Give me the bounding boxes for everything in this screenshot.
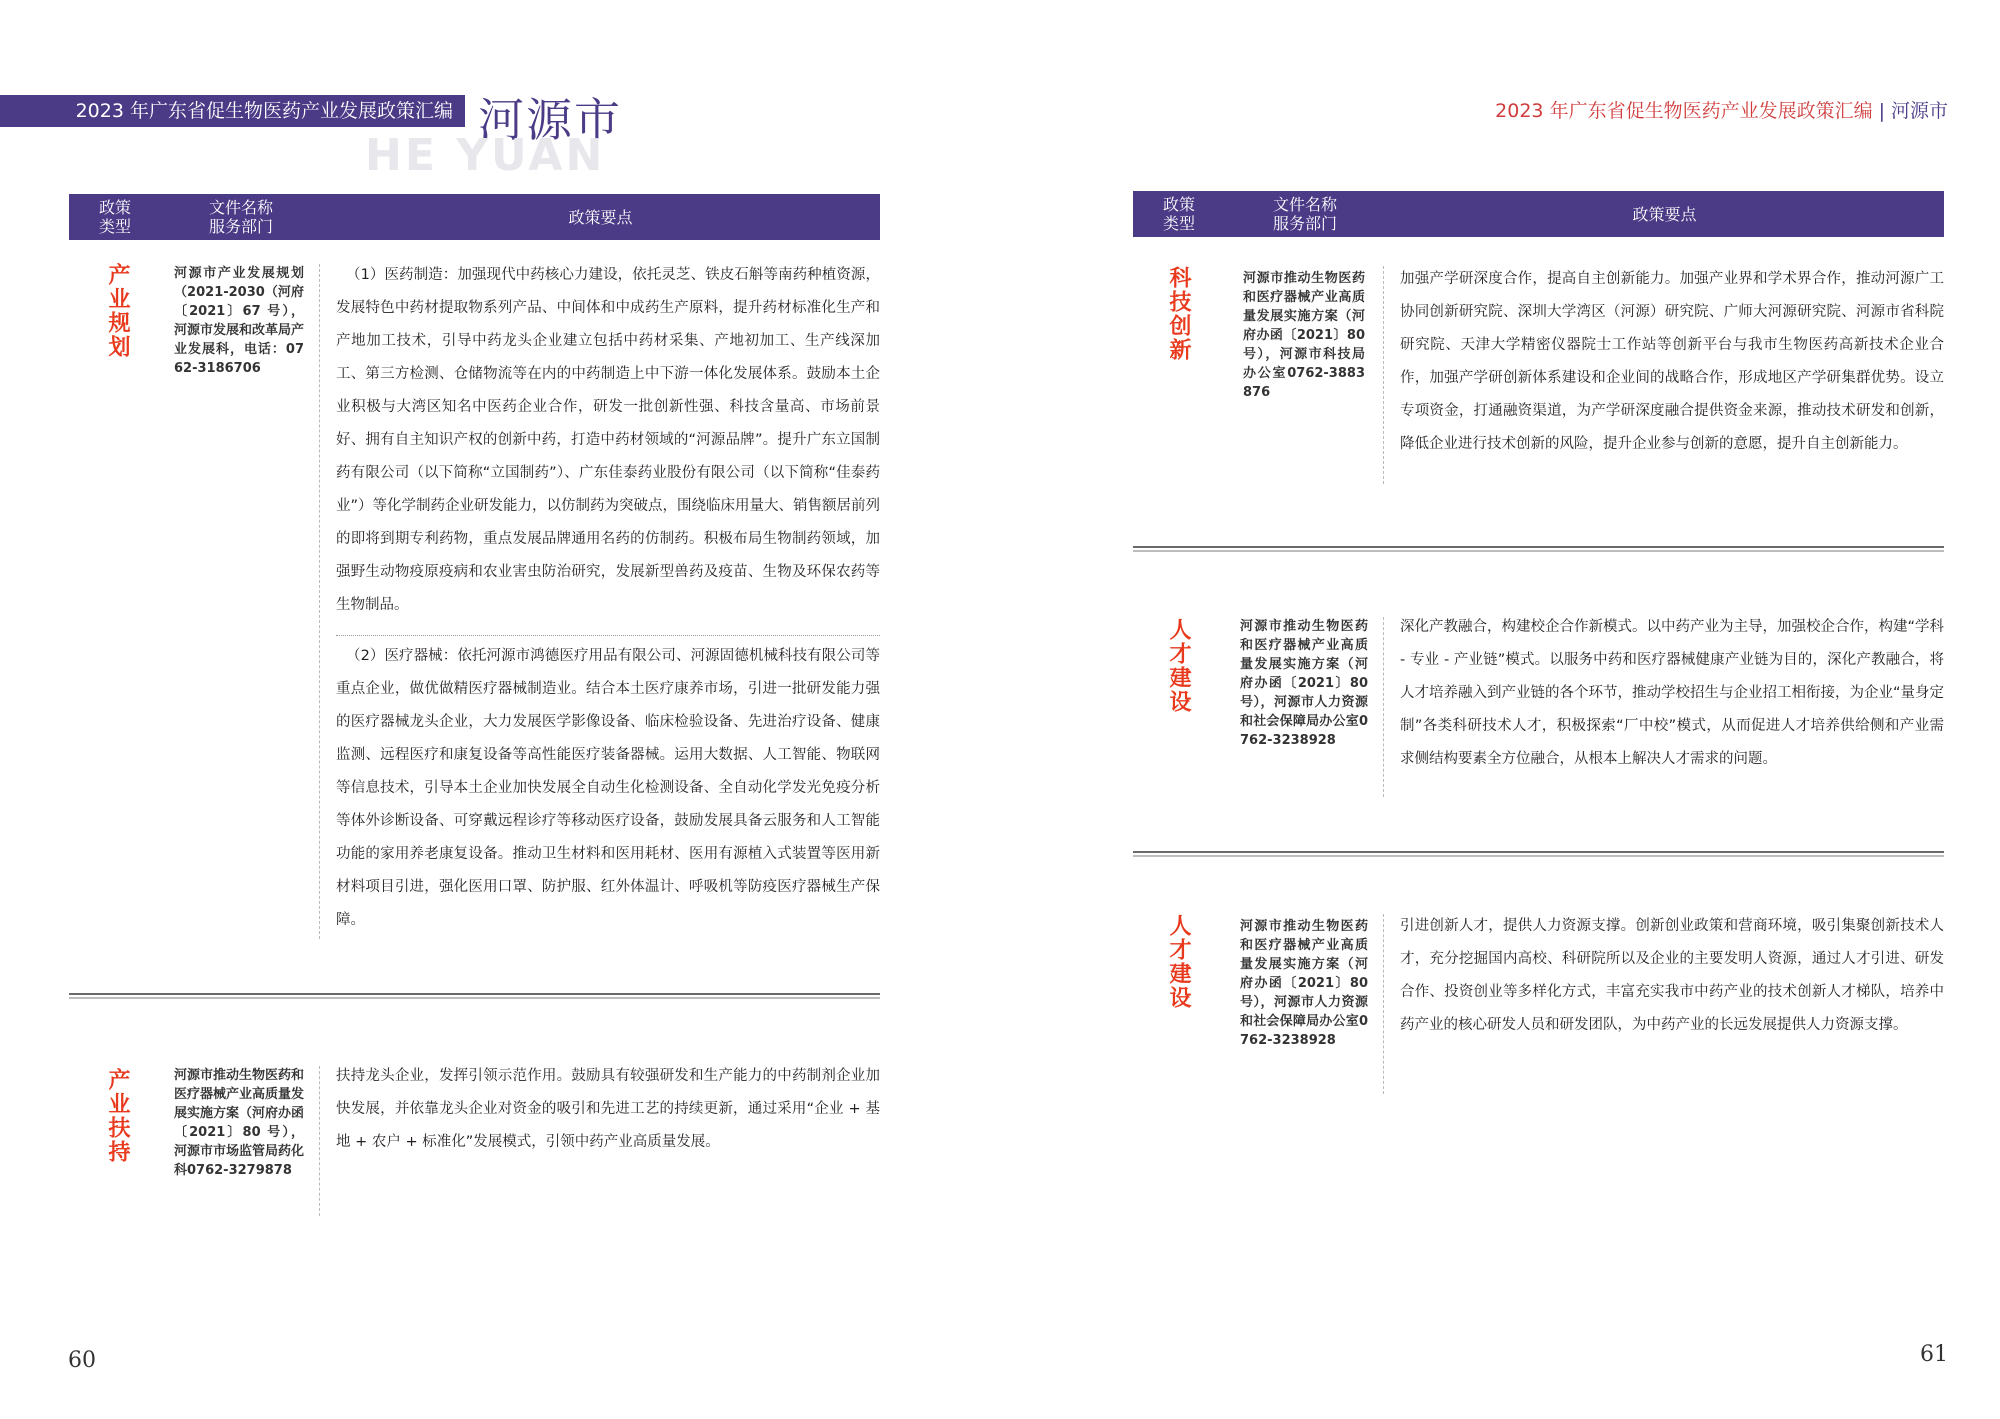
city-title-en: HE YUAN	[365, 130, 606, 181]
running-header	[1495, 96, 1948, 123]
header-doc-name: 文件名称 服务部门	[1272, 195, 1337, 233]
policy-point: （1）医药制造：加强现代中药核心力建设，依托灵芝、铁皮石斛等南药种植资源，发展特色中药材提取物系列产品、中间体和中成药生产原料，提升药材标准化生产和产地加工技术，引导中药龙头企业建立包括中药材采集、产地初加工、生产线深加工、第三方检测、仓储物流等在内的中药制造上中下游一体化发展体系。鼓励本土企业积极与大湾区知名中医药企业合作，研发一批创新性强、科技含量高、市场前景好、拥有自主知识产权的创新中药，打造中药材领域的“河源品牌”。提升广东立国制药有限公司（以下简称“立国制药”）、广东佳泰药业股份有限公司（以下简称“佳泰药业”）等化学制药企业研发能力，以仿制药为突破点，围绕临床用量大、销售额居前列的即将到期专利药物，重点发展品牌通用名药的仿制药。积极布局生物制药领域，加强野生动物疫原疫病和农业害虫防治研究，发展新型兽药及疫苗、生物及环保农药等生物制品。	[336, 267, 881, 613]
column-divider	[319, 1066, 320, 1216]
row-separator	[1133, 546, 1944, 548]
table-header	[69, 194, 880, 240]
running-header-title: 2023 年广东省促生物医药产业发展政策汇编	[1495, 100, 1873, 122]
column-divider	[319, 264, 320, 939]
running-header-city: 河源市	[1890, 100, 1948, 122]
policy-point: 加强产学研深度合作，提高自主创新能力。加强产业界和学术界合作，推动河源广工协同创新研究院、深圳大学湾区（河源）研究院、广师大河源研究院、河源市省科院研究院、天津大学精密仪器院士工作站等创新平台与我市生物医药高新技术企业合作，加强产学研创新体系建设和企业间的战略合作，形成地区产学研集群优势。设立专项资金，打通融资渠道，为产学研深度融合提供资金来源，推动技术研发和创新，降低企业进行技术创新的风险，提升企业参与创新的意愿，提升自主创新能力。	[1400, 271, 1944, 452]
header-doc-name: 文件名称 服务部门	[208, 198, 273, 236]
header-key-points: 政策要点	[568, 207, 633, 227]
city-title-cn: 河源市	[478, 93, 622, 147]
column-divider	[1383, 617, 1384, 797]
table-header	[1133, 191, 1944, 237]
page-number: 60	[68, 1348, 96, 1373]
document-source: 河源市推动生物医药和医疗器械产业高质量发展实施方案（河府办函〔2021〕80 号），河源市人力资源和社会保障局办公室0762-3238928	[1240, 919, 1368, 1048]
category-label: 科技创新	[1166, 266, 1191, 362]
document-source: 河源市推动生物医药和医疗器械产业高质量发展实施方案（河府办函〔2021〕80 号），河源市市场监管局药化科0762-3279878	[174, 1068, 305, 1178]
header-policy-type: 政策 类型	[1162, 195, 1195, 233]
column-divider	[1383, 266, 1384, 484]
category-label: 产业扶持	[105, 1068, 130, 1164]
header-banner: 2023 年广东省促生物医药产业发展政策汇编	[0, 95, 465, 127]
document-source: 河源市产业发展规划（2021-2030（河府〔2021〕67 号），河源市发展和改革局产业发展科，电话：0762-3186706	[174, 266, 305, 376]
policy-point: 引进创新人才，提供人力资源支撑。创新创业政策和营商环境，吸引集聚创新技术人才，充分挖掘国内高校、科研院所以及企业的主要发明人资源，通过人才引进、研发合作、投资创业等多样化方式，丰富充实我市中药产业的技术创新人才梯队，培养中药产业的核心研发人员和研发团队，为中药产业的长远发展提供人力资源支撑。	[1400, 918, 1944, 1033]
point-divider	[336, 635, 880, 636]
policy-point: 深化产教融合，构建校企合作新模式。以中药产业为主导，加强校企合作，构建“学科 - 专业 - 产业链”模式。以服务中药和医疗器械健康产业链为目的，深化产教融合，将人才培养融入到产业链的各个环节，推动学校招生与企业招工相衔接，为企业“量身定制”各类科研技术人才，积极探索“厂中校”模式，从而促进人才培养供给侧和产业需求侧结构要素全方位融合，从根本上解决人才需求的问题。	[1400, 619, 1945, 767]
document-source: 河源市推动生物医药和医疗器械产业高质量发展实施方案（河府办函〔2021〕80 号），河源市科技局办公室0762-3883876	[1243, 271, 1365, 400]
page-number: 61	[1920, 1342, 1948, 1367]
policy-point: （2）医疗器械：依托河源市鸿德医疗用品有限公司、河源固德机械科技有限公司等重点企业，做优做精医疗器械制造业。结合本土医疗康养市场，引进一批研发能力强的医疗器械龙头企业，大力发展医学影像设备、临床检验设备、先进治疗设备、健康监测、远程医疗和康复设备等高性能医疗装备器械。运用大数据、人工智能、物联网等信息技术，引导本土企业加快发展全自动生化检测设备、全自动化学发光免疫分析等体外诊断设备、可穿戴远程诊疗等移动医疗设备，鼓励发展具备云服务和人工智能功能的家用养老康复设备。推动卫生材料和医用耗材、医用有源植入式装置等医用新材料项目引进，强化医用口罩、防护服、红外体温计、呼吸机等防疫医疗器械生产保障。	[336, 648, 880, 928]
category-label: 人才建设	[1166, 914, 1191, 1010]
column-divider	[1383, 914, 1384, 1094]
row-separator	[1133, 851, 1944, 853]
running-header-separator: |	[1878, 100, 1885, 122]
category-label: 产业规划	[105, 263, 130, 359]
document-source: 河源市推动生物医药和医疗器械产业高质量发展实施方案（河府办函〔2021〕80 号），河源市人力资源和社会保障局办公室0762-3238928	[1240, 619, 1368, 748]
header-policy-type: 政策 类型	[98, 198, 131, 236]
header-key-points: 政策要点	[1632, 204, 1697, 224]
policy-point: 扶持龙头企业，发挥引领示范作用。鼓励具有较强研发和生产能力的中药制剂企业加快发展，并依靠龙头企业对资金的吸引和先进工艺的持续更新，通过采用“企业 + 基地 + 农户 + 标准化”发展模式，引领中药产业高质量发展。	[336, 1068, 880, 1150]
category-label: 人才建设	[1166, 618, 1191, 714]
row-separator	[69, 993, 880, 995]
